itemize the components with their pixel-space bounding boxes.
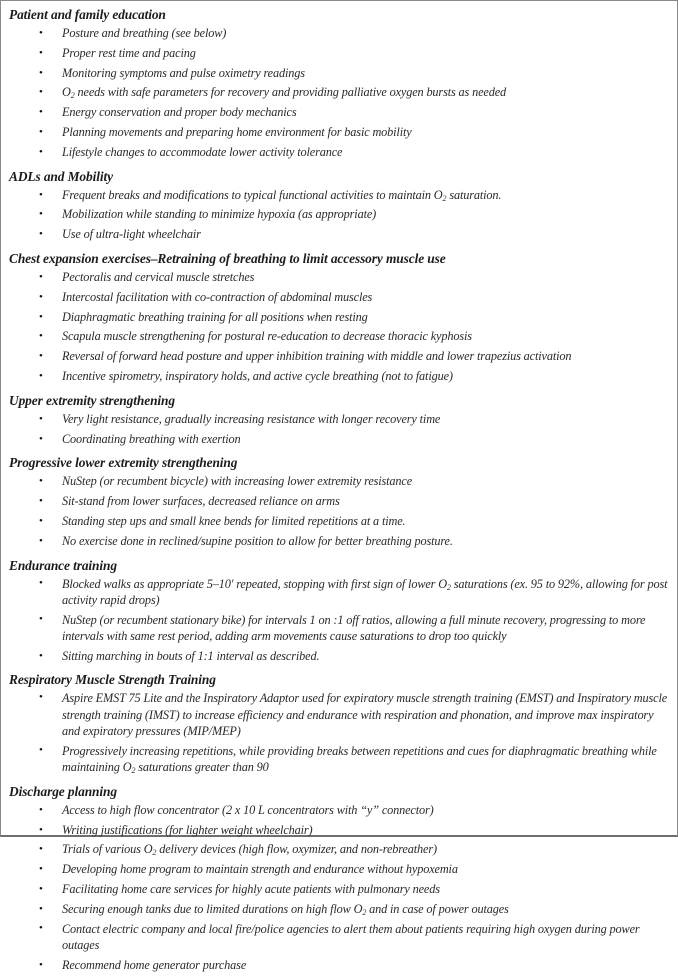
list-item	[9, 840, 671, 860]
bullet-list	[9, 689, 671, 778]
list-item	[9, 920, 671, 956]
list-item-text: Securing enough tanks due to limited durations on high flow O	[62, 901, 363, 916]
list-item-text: Progressively increasing repetitions, while providing breaks between repetitions and cues for diaphragmatic breathing while maintaining O	[62, 743, 657, 775]
bullet-list	[9, 24, 671, 163]
list-item	[9, 327, 671, 347]
list-item	[9, 186, 671, 206]
list-item-text: Writing justifications (for lighter weight wheelchair)	[62, 822, 313, 837]
list-item-text: Trials of various O	[62, 842, 153, 857]
list-item	[9, 308, 671, 328]
bullet-icon: •	[39, 803, 43, 816]
list-item	[9, 512, 671, 532]
list-item-text: and in case of power outages	[366, 901, 509, 916]
section	[9, 168, 671, 245]
bullet-icon: •	[39, 649, 43, 662]
bullet-icon: •	[39, 691, 43, 704]
list-item-text: Planning movements and preparing home environment for basic mobility	[62, 124, 412, 139]
bullet-icon: •	[39, 412, 43, 425]
list-item	[9, 532, 671, 552]
section-heading: Discharge planning	[9, 783, 117, 799]
bullet-icon: •	[39, 612, 43, 625]
section	[9, 392, 671, 450]
list-item	[9, 900, 671, 920]
list-item-text: Facilitating home care services for highly acute patients with pulmonary needs	[62, 882, 440, 897]
bullet-icon: •	[39, 188, 43, 201]
bullet-icon: •	[39, 534, 43, 547]
section-heading: ADLs and Mobility	[9, 168, 113, 184]
list-item-text: Posture and breathing (see below)	[62, 26, 227, 40]
bullet-icon: •	[39, 432, 43, 445]
list-item-text: Incentive spirometry, inspiratory holds, and active cycle breathing (not to fatigue)	[62, 368, 453, 383]
list-item-text: Diaphragmatic breathing training for all positions when resting	[62, 309, 368, 324]
list-item	[9, 472, 671, 492]
list-item-text: Coordinating breathing with exertion	[62, 431, 241, 446]
list-item	[9, 801, 671, 821]
list-item-text: Developing home program to maintain strength and endurance without hypoxemia	[62, 862, 458, 877]
list-item-text: Access to high flow concentrator (2 x 10 L concentrators with “y” connector)	[62, 802, 434, 817]
list-item	[9, 956, 671, 976]
list-item-text: Monitoring symptoms and pulse oximetry readings	[62, 65, 305, 80]
section-heading: Respiratory Muscle Strength Training	[9, 672, 216, 688]
list-item	[9, 347, 671, 367]
list-item	[9, 143, 671, 163]
list-item-text: Recommend home generator purchase	[62, 957, 247, 972]
list-item	[9, 268, 671, 288]
list-item-text: Sit-stand from lower surfaces, decreased reliance on arms	[62, 494, 340, 509]
bullet-list	[9, 268, 671, 387]
list-item	[9, 821, 671, 841]
list-item-text: Blocked walks as appropriate 5–10′ repeated, stopping with first sign of lower O	[62, 576, 447, 591]
section-heading: Patient and family education	[9, 7, 166, 22]
list-item-text: Use of ultra-light wheelchair	[62, 227, 201, 242]
list-item	[9, 880, 671, 900]
section	[9, 557, 671, 667]
section-heading: Endurance training	[9, 557, 117, 573]
list-item	[9, 742, 671, 778]
list-item-text: NuStep (or recumbent stationary bike) for intervals 1 on :1 off ratios, allowing a full minute recovery, progressing to more intervals with same rest period, adding arm movements cause saturations to drop too quickly	[62, 612, 646, 644]
bullet-icon: •	[39, 883, 43, 896]
bullet-icon: •	[39, 46, 43, 59]
list-item-text: Very light resistance, gradually increasing resistance with longer recovery time	[62, 411, 441, 426]
list-item-text: needs with safe parameters for recovery and providing palliative oxygen bursts as needed	[74, 85, 507, 100]
list-item	[9, 103, 671, 123]
subscript: 2	[70, 91, 75, 101]
list-item	[9, 123, 671, 143]
list-item-text: Aspire EMST 75 Lite and the Inspiratory Adaptor used for expiratory muscle strength training (EMST) and Inspiratory muscle strength training (IMST) to increase efficiency and endurance with respiration and phonation, and improve max inspiratory and expiratory pressures (MIP/MEP)	[62, 691, 668, 739]
bullet-icon: •	[39, 863, 43, 876]
list-item	[9, 689, 671, 742]
list-item	[9, 367, 671, 387]
section	[9, 250, 671, 387]
list-item-text: Intercostal facilitation with co-contraction of abdominal muscles	[62, 289, 373, 304]
list-item	[9, 492, 671, 512]
list-item	[9, 24, 671, 44]
bullet-icon: •	[39, 145, 43, 158]
list-item-text: No exercise done in reclined/supine position to allow for better breathing posture.	[62, 533, 453, 548]
subscript: 2	[152, 848, 157, 858]
bullet-icon: •	[39, 350, 43, 363]
section-heading: Upper extremity strengthening	[9, 392, 175, 408]
subscript: 2	[362, 907, 367, 917]
bullet-icon: •	[39, 576, 43, 589]
section	[9, 671, 671, 778]
list-item-text: NuStep (or recumbent bicycle) with increasing lower extremity resistance	[62, 474, 413, 489]
bullet-icon: •	[39, 514, 43, 527]
section	[9, 6, 671, 163]
list-item-text: delivery devices (high flow, oxymizer, and non-rebreather)	[156, 842, 437, 857]
list-item-text: Mobilization while standing to minimize hypoxia (as appropriate)	[62, 207, 377, 222]
list-item-text: saturations (ex. 95 to 92%, allowing for post activity rapid drops)	[62, 576, 668, 608]
bullet-icon: •	[39, 27, 43, 39]
bullet-list	[9, 186, 671, 245]
list-item	[9, 410, 671, 430]
list-item-text: Standing step ups and small knee bends for limited repetitions at a time.	[62, 513, 406, 528]
section-heading: Progressive lower extremity strengthening	[9, 455, 238, 471]
list-item	[9, 647, 671, 667]
list-item-text: Sitting marching in bouts of 1:1 interval as described.	[62, 648, 320, 663]
bullet-list	[9, 410, 671, 450]
subscript: 2	[442, 193, 447, 203]
list-item-text: saturations greater than 90	[135, 760, 269, 775]
subscript: 2	[446, 582, 451, 592]
document-content	[9, 6, 671, 980]
list-item	[9, 44, 671, 64]
bullet-icon: •	[39, 208, 43, 221]
list-item	[9, 205, 671, 225]
list-item-text: Energy conservation and proper body mechanics	[62, 105, 297, 120]
list-item-text: Proper rest time and pacing	[62, 45, 196, 60]
bullet-icon: •	[39, 310, 43, 323]
list-item	[9, 288, 671, 308]
bullet-icon: •	[39, 475, 43, 488]
list-item	[9, 64, 671, 84]
subscript: 2	[131, 766, 136, 776]
list-item	[9, 860, 671, 880]
bullet-icon: •	[39, 823, 43, 836]
bullet-icon: •	[39, 270, 43, 283]
bullet-icon: •	[39, 290, 43, 303]
section-heading: Chest expansion exercises–Retraining of breathing to limit accessory muscle use	[9, 250, 446, 266]
list-item-text: O	[62, 85, 71, 100]
list-item-text: Pectoralis and cervical muscle stretches	[62, 269, 255, 284]
bullet-icon: •	[39, 743, 43, 756]
bullet-icon: •	[39, 902, 43, 915]
bullet-list	[9, 472, 671, 551]
list-item-text: saturation.	[446, 187, 502, 202]
list-item	[9, 611, 671, 647]
list-item-text: Contact electric company and local fire/police agencies to alert them about patients requiring high oxygen during power outages	[62, 921, 640, 953]
bullet-icon: •	[39, 125, 43, 138]
bullet-icon: •	[39, 495, 43, 508]
list-item-text: Scapula muscle strengthening for postural re-education to decrease thoracic kyphosis	[62, 329, 472, 344]
bullet-icon: •	[39, 369, 43, 382]
list-item	[9, 430, 671, 450]
section	[9, 783, 671, 976]
bullet-icon: •	[39, 106, 43, 119]
list-item	[9, 225, 671, 245]
list-item-text: Lifestyle changes to accommodate lower activity tolerance	[62, 144, 343, 159]
list-item	[9, 575, 671, 611]
section	[9, 454, 671, 551]
list-item-text: Reversal of forward head posture and upper inhibition training with middle and lower trapezius activation	[62, 349, 572, 364]
bullet-list	[9, 801, 671, 976]
bullet-icon: •	[39, 86, 43, 99]
bullet-icon: •	[39, 66, 43, 79]
bullet-icon: •	[39, 228, 43, 241]
bullet-icon: •	[39, 958, 43, 971]
list-item-text: Frequent breaks and modifications to typical functional activities to maintain O	[62, 187, 443, 202]
bullet-icon: •	[39, 843, 43, 856]
list-item	[9, 83, 671, 103]
bullet-icon: •	[39, 330, 43, 343]
bullet-list	[9, 575, 671, 667]
bullet-icon: •	[39, 921, 43, 934]
